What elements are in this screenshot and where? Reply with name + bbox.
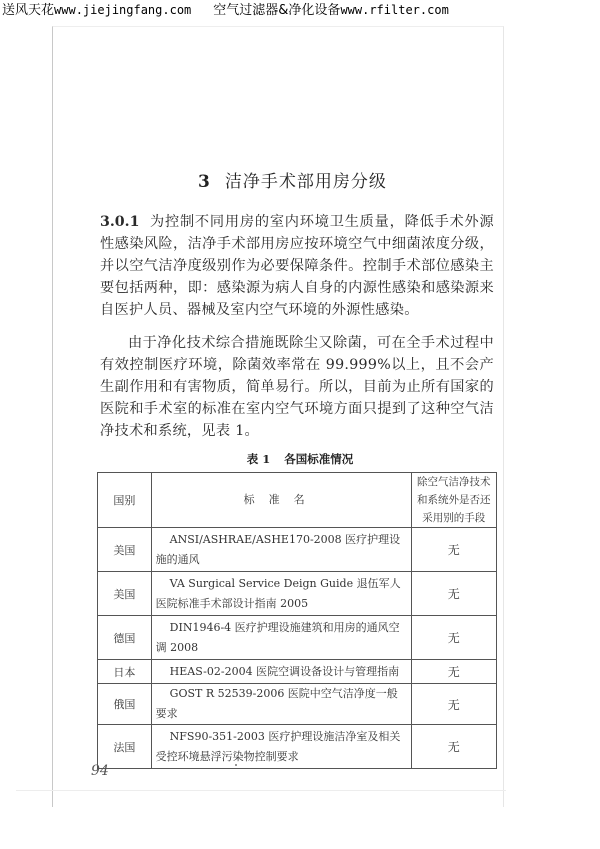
paragraph-3-0-1 (100, 211, 494, 321)
page-number: 94 (91, 763, 109, 779)
cell-country: 美国 (98, 528, 152, 572)
table-row (98, 572, 497, 616)
paragraph-text: 为控制不同用房的室内环境卫生质量，降低手术外源性感染风险，洁净手术部用房应按环境空气中细菌浓度分级，并以空气洁净度级别作为必要保障条件。控制手术部位感染主要包括两种，即：感染源为病人自身的内源性感染和感染源来自医护人员、器械及室内空气环境的外源性感染。 (100, 214, 494, 318)
standards-table (97, 472, 497, 769)
page-bottom-edge (16, 790, 506, 791)
paragraph-text: 由于净化技术综合措施既除尘又除菌，可在全手术过程中有效控制医疗环境，除菌效率常在 99.999%以上，且不会产生副作用和有害物质，简单易行。所以，目前为止所有国家的医院和手术室的标准在室内空气环境方面只提到了这种空气洁净技术和系统，见表 1。 (100, 335, 494, 439)
watermark-site2-url[interactable]: www.rfilter.com (340, 3, 449, 17)
cell-other-means: 无 (411, 572, 496, 616)
cell-standard-text: HEAS-02-2004 医院空调设备设计与管理指南 (169, 664, 400, 678)
cell-other-means: 无 (411, 684, 496, 725)
cell-country: 法国 (98, 725, 152, 769)
cell-standard-text: ANSI/ASHRAE/ASHE170-2008 医疗护理设施的通风 (155, 532, 401, 566)
cell-other-means: 无 (411, 660, 496, 684)
scan-speck (235, 764, 237, 766)
cell-standard (151, 684, 411, 725)
header-country: 国别 (98, 473, 152, 528)
table-caption-number: 表 1 (246, 452, 271, 466)
chapter-title (198, 167, 387, 192)
cell-country: 美国 (98, 572, 152, 616)
watermark-header (2, 2, 449, 18)
watermark-site2-name: 空气过滤器&净化设备 (213, 3, 341, 18)
cell-other-means: 无 (411, 616, 496, 660)
cell-standard (151, 572, 411, 616)
cell-country: 日本 (98, 660, 152, 684)
cell-country: 德国 (98, 616, 152, 660)
table-header-row (98, 473, 497, 528)
cell-standard (151, 616, 411, 660)
table-row (98, 528, 497, 572)
cell-standard (151, 528, 411, 572)
cell-other-means: 无 (411, 725, 496, 769)
table-row (98, 616, 497, 660)
cell-standard-text: VA Surgical Service Deign Guide 退伍军人医院标准手术部设计指南 2005 (155, 576, 401, 610)
table-row (98, 660, 497, 684)
table-caption (0, 451, 600, 467)
cell-country: 俄国 (98, 684, 152, 725)
cell-standard-text: GOST R 52539-2006 医院中空气洁净度一般要求 (155, 687, 398, 720)
clause-number: 3.0.1 (100, 214, 140, 230)
cell-standard-text: DIN1946-4 医疗护理设施建筑和用房的通风空调 2008 (155, 620, 400, 654)
cell-standard (151, 725, 411, 769)
chapter-number: 3 (198, 172, 211, 192)
chapter-title-text: 洁净手术部用房分级 (224, 172, 387, 192)
watermark-site1-name: 送风天花 (2, 3, 55, 18)
table-row (98, 725, 497, 769)
header-standard-name: 标准名 (151, 473, 411, 528)
cell-standard-text: NFS90-351-2003 医疗护理设施洁净室及相关受控环境悬浮污染物控制要求 (155, 729, 401, 763)
header-other-means: 除空气洁净技术和系统外是否还采用别的手段 (411, 473, 496, 528)
watermark-site1-url[interactable]: www.jiejingfang.com (54, 3, 192, 17)
cell-other-means: 无 (411, 528, 496, 572)
cell-standard (151, 660, 411, 684)
paragraph-purification (100, 332, 494, 442)
table-caption-title: 各国标准情况 (284, 452, 354, 466)
table-row (98, 684, 497, 725)
